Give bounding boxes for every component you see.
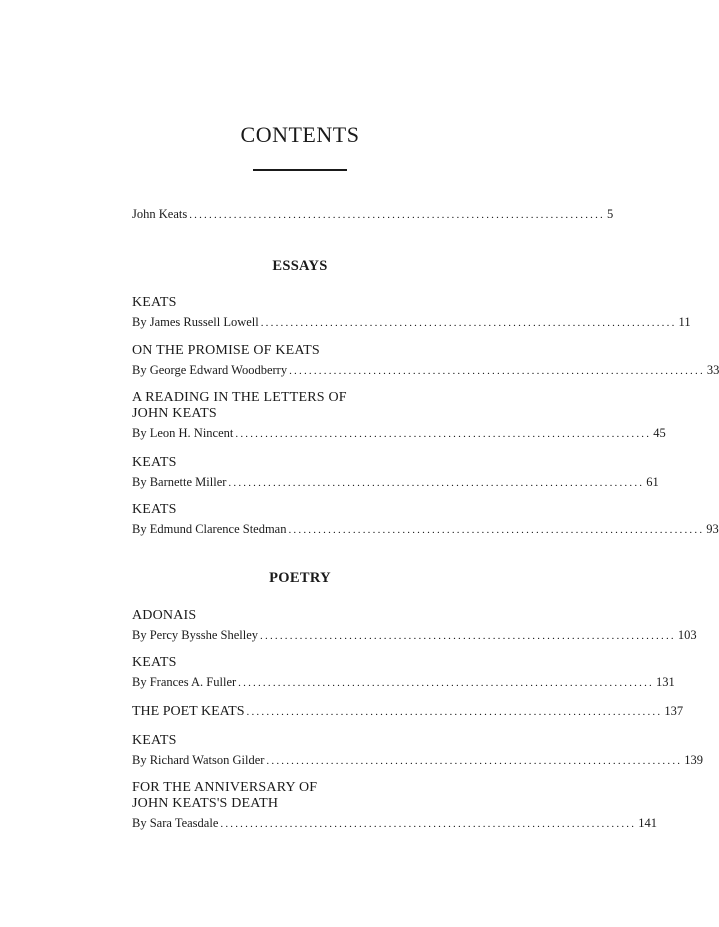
page-number: 103 bbox=[677, 628, 697, 642]
dot-leader: .................................................................................... bbox=[220, 818, 637, 830]
byline: By George Edward Woodberry bbox=[132, 363, 288, 377]
toc-line bbox=[132, 521, 719, 537]
page-number: 5 bbox=[607, 207, 614, 221]
byline: By Frances A. Fuller bbox=[132, 675, 237, 689]
dot-leader: .................................................................................... bbox=[246, 706, 663, 718]
toc-line bbox=[132, 752, 703, 768]
byline: By Barnette Miller bbox=[132, 475, 227, 489]
dot-leader: .................................................................................... bbox=[235, 428, 652, 440]
entry-title: KEATS bbox=[132, 502, 177, 517]
entry-title: FOR THE ANNIVERSARY OF bbox=[132, 780, 318, 795]
byline: By Richard Watson Gilder bbox=[132, 753, 265, 767]
page-number: 131 bbox=[655, 675, 675, 689]
page-number: 45 bbox=[653, 426, 666, 440]
toc-line bbox=[132, 362, 719, 378]
toc-line bbox=[132, 815, 657, 831]
toc-line bbox=[132, 703, 684, 719]
byline: By Percy Bysshe Shelley bbox=[132, 628, 259, 642]
entry-title: KEATS bbox=[132, 295, 177, 310]
dot-leader: .................................................................................... bbox=[288, 524, 705, 536]
toc-line bbox=[132, 206, 614, 222]
section-heading-poetry: POETRY bbox=[269, 570, 331, 586]
byline: By Leon H. Nincent bbox=[132, 426, 234, 440]
section-heading-essays: ESSAYS bbox=[272, 258, 328, 274]
entry-title: ADONAIS bbox=[132, 608, 197, 623]
toc-entry-intro[interactable] bbox=[132, 206, 614, 222]
dot-leader: .................................................................................... bbox=[289, 365, 705, 377]
toc-entry[interactable] bbox=[132, 455, 659, 490]
toc-entry[interactable] bbox=[132, 780, 657, 831]
entry-title: KEATS bbox=[132, 733, 177, 748]
page-number: 61 bbox=[646, 475, 659, 489]
byline: By James Russell Lowell bbox=[132, 315, 259, 329]
toc-line bbox=[132, 314, 691, 330]
entry-title: THE POET KEATS bbox=[132, 704, 245, 719]
entry-title: KEATS bbox=[132, 655, 177, 670]
byline: By Sara Teasdale bbox=[132, 816, 219, 830]
page-number: 11 bbox=[678, 315, 691, 329]
entry-title: A READING IN THE LETTERS OF bbox=[132, 390, 347, 405]
toc-line bbox=[132, 674, 675, 690]
entry-title: ON THE PROMISE OF KEATS bbox=[132, 343, 320, 358]
entry-title-line-2: JOHN KEATS bbox=[132, 406, 217, 421]
page-number: 33 bbox=[706, 363, 719, 377]
dot-leader: .................................................................................... bbox=[266, 755, 683, 767]
toc-line bbox=[132, 474, 659, 490]
page-number: 141 bbox=[638, 816, 657, 830]
dot-leader: .................................................................................... bbox=[189, 209, 606, 221]
dot-leader: .................................................................................... bbox=[260, 317, 677, 329]
byline: By Edmund Clarence Stedman bbox=[132, 522, 287, 536]
page-number: 139 bbox=[684, 753, 703, 767]
toc-entry[interactable] bbox=[132, 703, 684, 719]
entry-title: KEATS bbox=[132, 455, 177, 470]
toc-line bbox=[132, 627, 697, 643]
entry-title-line-2: JOHN KEATS'S DEATH bbox=[132, 796, 279, 811]
toc-label: John Keats bbox=[132, 207, 188, 221]
toc-entry[interactable] bbox=[132, 295, 691, 330]
toc-entry[interactable] bbox=[132, 655, 675, 690]
toc-entry[interactable] bbox=[132, 733, 703, 768]
title-divider bbox=[253, 169, 347, 171]
toc-entry[interactable] bbox=[132, 608, 697, 643]
dot-leader: .................................................................................... bbox=[228, 477, 645, 489]
page-number: 93 bbox=[706, 522, 719, 536]
page-number: 137 bbox=[664, 704, 684, 718]
dot-leader: .................................................................................... bbox=[260, 630, 676, 642]
toc-entry[interactable] bbox=[132, 343, 719, 378]
toc-line bbox=[132, 425, 666, 441]
dot-leader: .................................................................................... bbox=[238, 677, 654, 689]
toc-entry[interactable] bbox=[132, 390, 666, 441]
page-title: CONTENTS bbox=[240, 122, 360, 147]
toc-entry[interactable] bbox=[132, 502, 719, 537]
